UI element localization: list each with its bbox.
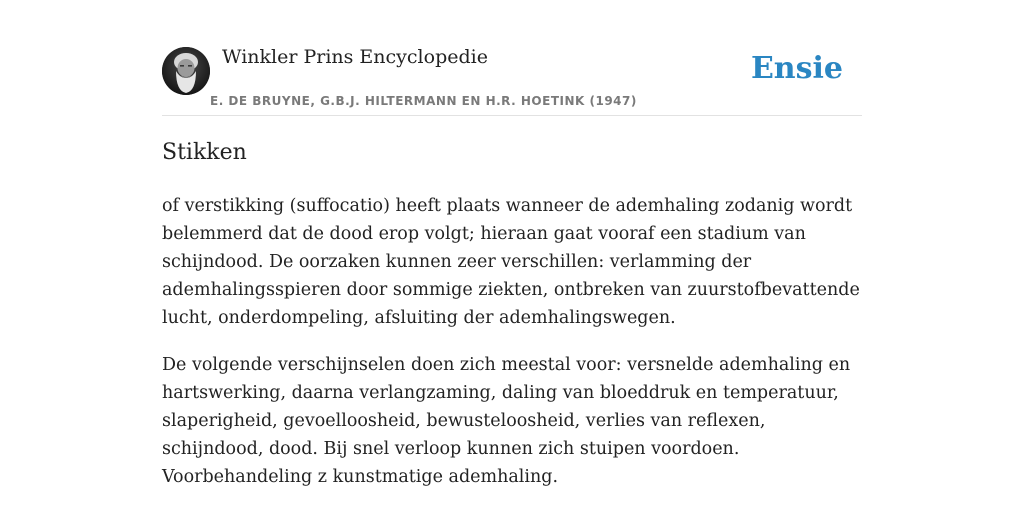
entry-paragraph: De volgende verschijnselen doen zich meestal voor: versnelde ademhaling en hartswerking, daarna verlangzaming, daling van bloeddruk en temperatuur, slaperigheid, gevoelloosheid, bewusteloosheid, verlies van reflexen, schijndood, dood. Bij snel verloop kunnen zich stuipen voordoen. Voorbehandeling z kunstmatige ademhaling. — [162, 355, 851, 487]
header-divider — [162, 115, 862, 116]
bearded-man-portrait-icon — [162, 47, 210, 95]
entry-paragraph: of verstikking (suffocatio) heeft plaats wanneer de ademhaling zodanig wordt belemmerd dat de dood erop volgt; hieraan gaat vooraf een stadium van schijndood. De oorzaken kunnen zeer verschillen: verlamming der ademhalingsspieren door sommige ziekten, ontbreken van zuurstofbevattende lucht, onderdompeling, afsluiting der ademhalingswegen. — [162, 196, 860, 328]
entry-title: Stikken — [162, 140, 247, 165]
ensie-logo[interactable]: Ensie — [750, 51, 843, 86]
author-avatar[interactable] — [162, 47, 210, 95]
authors-byline: E. DE BRUYNE, G.B.J. HILTERMANN EN H.R. HOETINK (1947) — [210, 94, 637, 108]
source-title[interactable]: Winkler Prins Encyclopedie — [222, 46, 488, 68]
entry-body — [162, 192, 862, 510]
